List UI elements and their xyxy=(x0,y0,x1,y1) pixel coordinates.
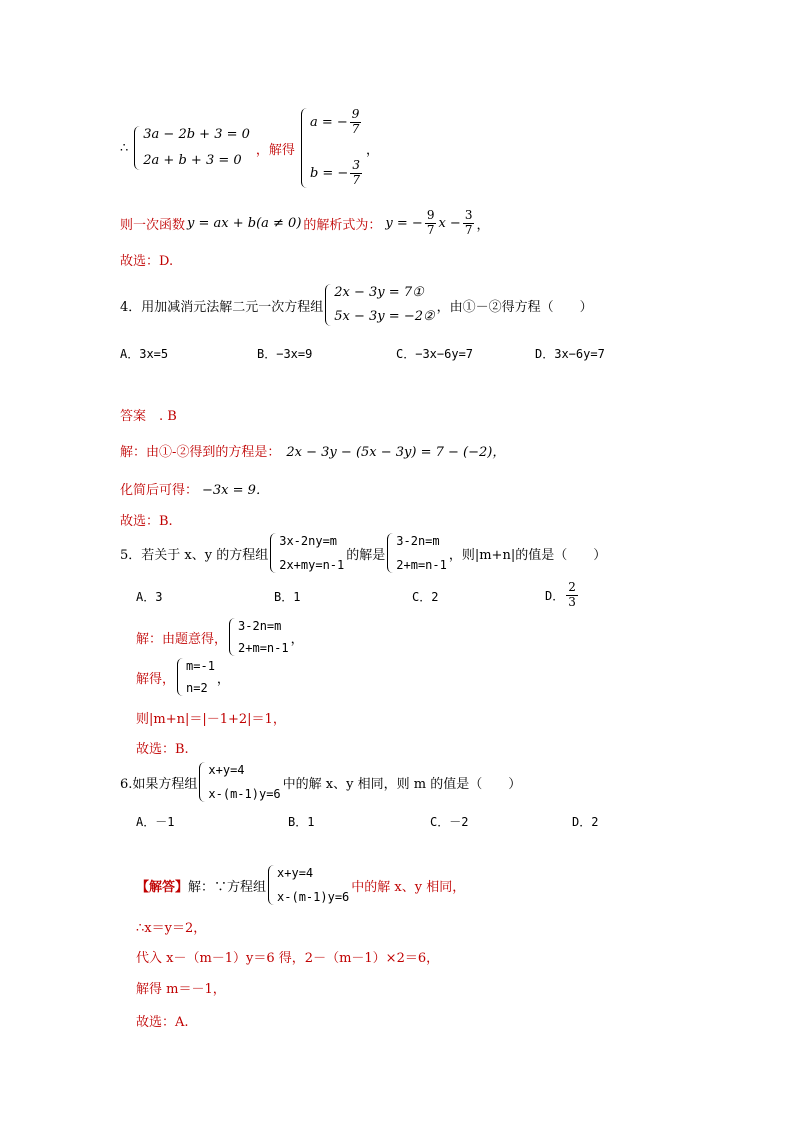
q6-step1: ∴x＝y＝2， xyxy=(136,921,207,936)
comma: ， xyxy=(365,142,379,158)
brace-icon xyxy=(134,126,141,170)
q4-simplify: 化简后可得： −3x = 9． xyxy=(120,483,269,498)
solution-a-lhs: a = − xyxy=(309,114,348,130)
equation-system xyxy=(325,284,434,326)
brace-icon xyxy=(387,533,394,573)
q6-stem: 6.如果方程组 x+y=4 x-(m-1)y=6 中的解 x、y 相同，则 m 的值是（ ） xyxy=(120,763,522,801)
equation-row: 3-2n=m xyxy=(238,619,282,633)
equation-row: 3-2n=m xyxy=(396,534,440,548)
equation-row: 2x+my=n-1 xyxy=(279,557,345,572)
equation-row: 2a + b + 3 = 0 xyxy=(143,153,242,169)
equation-row: 2+m=n-1 xyxy=(238,640,289,655)
q5-choice: 故选：B. xyxy=(136,742,189,757)
option-c: C．−3x−6y=7 xyxy=(396,347,474,361)
option-d: D． $\frac{2}{3}$ xyxy=(545,579,576,609)
brace-icon xyxy=(177,658,184,696)
equation-row: 2x − 3y = 7① xyxy=(334,285,424,300)
equation-system xyxy=(134,126,250,170)
equation-row: x+y=4 xyxy=(208,763,245,777)
solution-system xyxy=(387,533,447,573)
q4-answer: 答案 . B xyxy=(120,409,177,424)
option-a: A．3x=5 xyxy=(120,347,169,361)
equation-system xyxy=(268,865,349,905)
fraction: $\frac{2}{3}$ xyxy=(568,579,576,609)
brace-icon xyxy=(270,533,277,573)
answer-tag: 【解答】 xyxy=(136,879,189,895)
equation-row: 3a − 2b + 3 = 0 xyxy=(143,127,250,142)
option-d: D．2 xyxy=(572,815,599,829)
equation-system xyxy=(229,618,289,656)
q5-stem: 5．若关于 x、y 的方程组 3x-2ny=m 2x+my=n-1 的解是 3-2n=m 2+m=n-1 ，则|m+n|的值是（ ） xyxy=(120,534,607,572)
solve-label: ，解得 xyxy=(255,142,295,158)
option-d: D．3x−6y=7 xyxy=(535,347,605,361)
q3-system-line xyxy=(120,108,379,188)
option-c: C．－2 xyxy=(430,815,469,829)
option-a: A．－1 xyxy=(136,815,175,829)
q4-choice: 故选：B. xyxy=(120,514,173,529)
q6-answer: 【解答】 解：∵方程组 x+y=4 x-(m-1)y=6 中的解 x、y 相同， xyxy=(136,866,466,904)
equation-row: 3x-2ny=m xyxy=(279,534,338,548)
q6-choice: 故选：A. xyxy=(136,1015,189,1030)
brace-icon xyxy=(268,865,275,905)
option-a: A．3 xyxy=(136,590,163,604)
equation-row: x-(m-1)y=6 xyxy=(208,786,281,801)
brace-icon xyxy=(199,762,206,802)
equation-row: 5x − 3y = −2② xyxy=(334,309,435,325)
solution-system xyxy=(177,658,215,696)
q4-solution: 解：由①-②得到的方程是： 2x − 3y − (5x − 3y) = 7 − (−2)， xyxy=(120,445,506,460)
fraction: $\frac{3}{7}$ xyxy=(352,158,360,188)
q5-solution: 解：由题意得， 3-2n=m 2+m=n-1 ， xyxy=(136,619,304,655)
option-b: B．−3x=9 xyxy=(257,347,313,361)
q4-stem: 4．用加减消元法解二元一次方程组 2x − 3y = 7① 5x − 3y = −2② ，由①－②得方程（ ） xyxy=(120,285,593,325)
fraction: $\frac{9}{7}$ xyxy=(426,207,435,237)
equation-row: 2+m=n-1 xyxy=(396,557,447,572)
equation-row: n=2 xyxy=(186,680,208,695)
brace-icon xyxy=(229,618,236,656)
brace-icon xyxy=(325,284,332,326)
option-b: B．1 xyxy=(274,590,301,604)
brace-icon xyxy=(301,108,308,188)
solution-b-lhs: b = − xyxy=(309,165,349,181)
therefore-sign: ∴ xyxy=(120,140,129,156)
q3-choice: 故选：D. xyxy=(120,254,174,269)
q5-abs-line: 则|m+n|＝|－1+2|＝1， xyxy=(136,712,286,727)
equation-row: x+y=4 xyxy=(277,866,314,880)
q5-solve: 解得， m=-1 n=2 ， xyxy=(136,659,230,695)
equation-row: m=-1 xyxy=(186,659,215,673)
equation-system xyxy=(270,533,344,573)
fraction: $\frac{9}{7}$ xyxy=(351,107,360,136)
equation-system xyxy=(199,762,280,802)
option-b: B．1 xyxy=(288,815,315,829)
fraction: $\frac{3}{7}$ xyxy=(464,207,473,237)
q6-step3: 解得 m＝－1， xyxy=(136,982,226,997)
equation-row: x-(m-1)y=6 xyxy=(277,889,350,904)
option-c: C．2 xyxy=(412,590,439,604)
q6-step2: 代入 x－（m－1）y＝6 得，2－（m－1）×2＝6， xyxy=(136,951,440,966)
solution-system xyxy=(301,108,364,188)
linear-function-line: 则一次函数 y = ax + b(a ≠ 0) 的解析式为： y = − $\frac{9}{7}$ x − $\frac{3}{7}$ ， xyxy=(120,207,490,237)
